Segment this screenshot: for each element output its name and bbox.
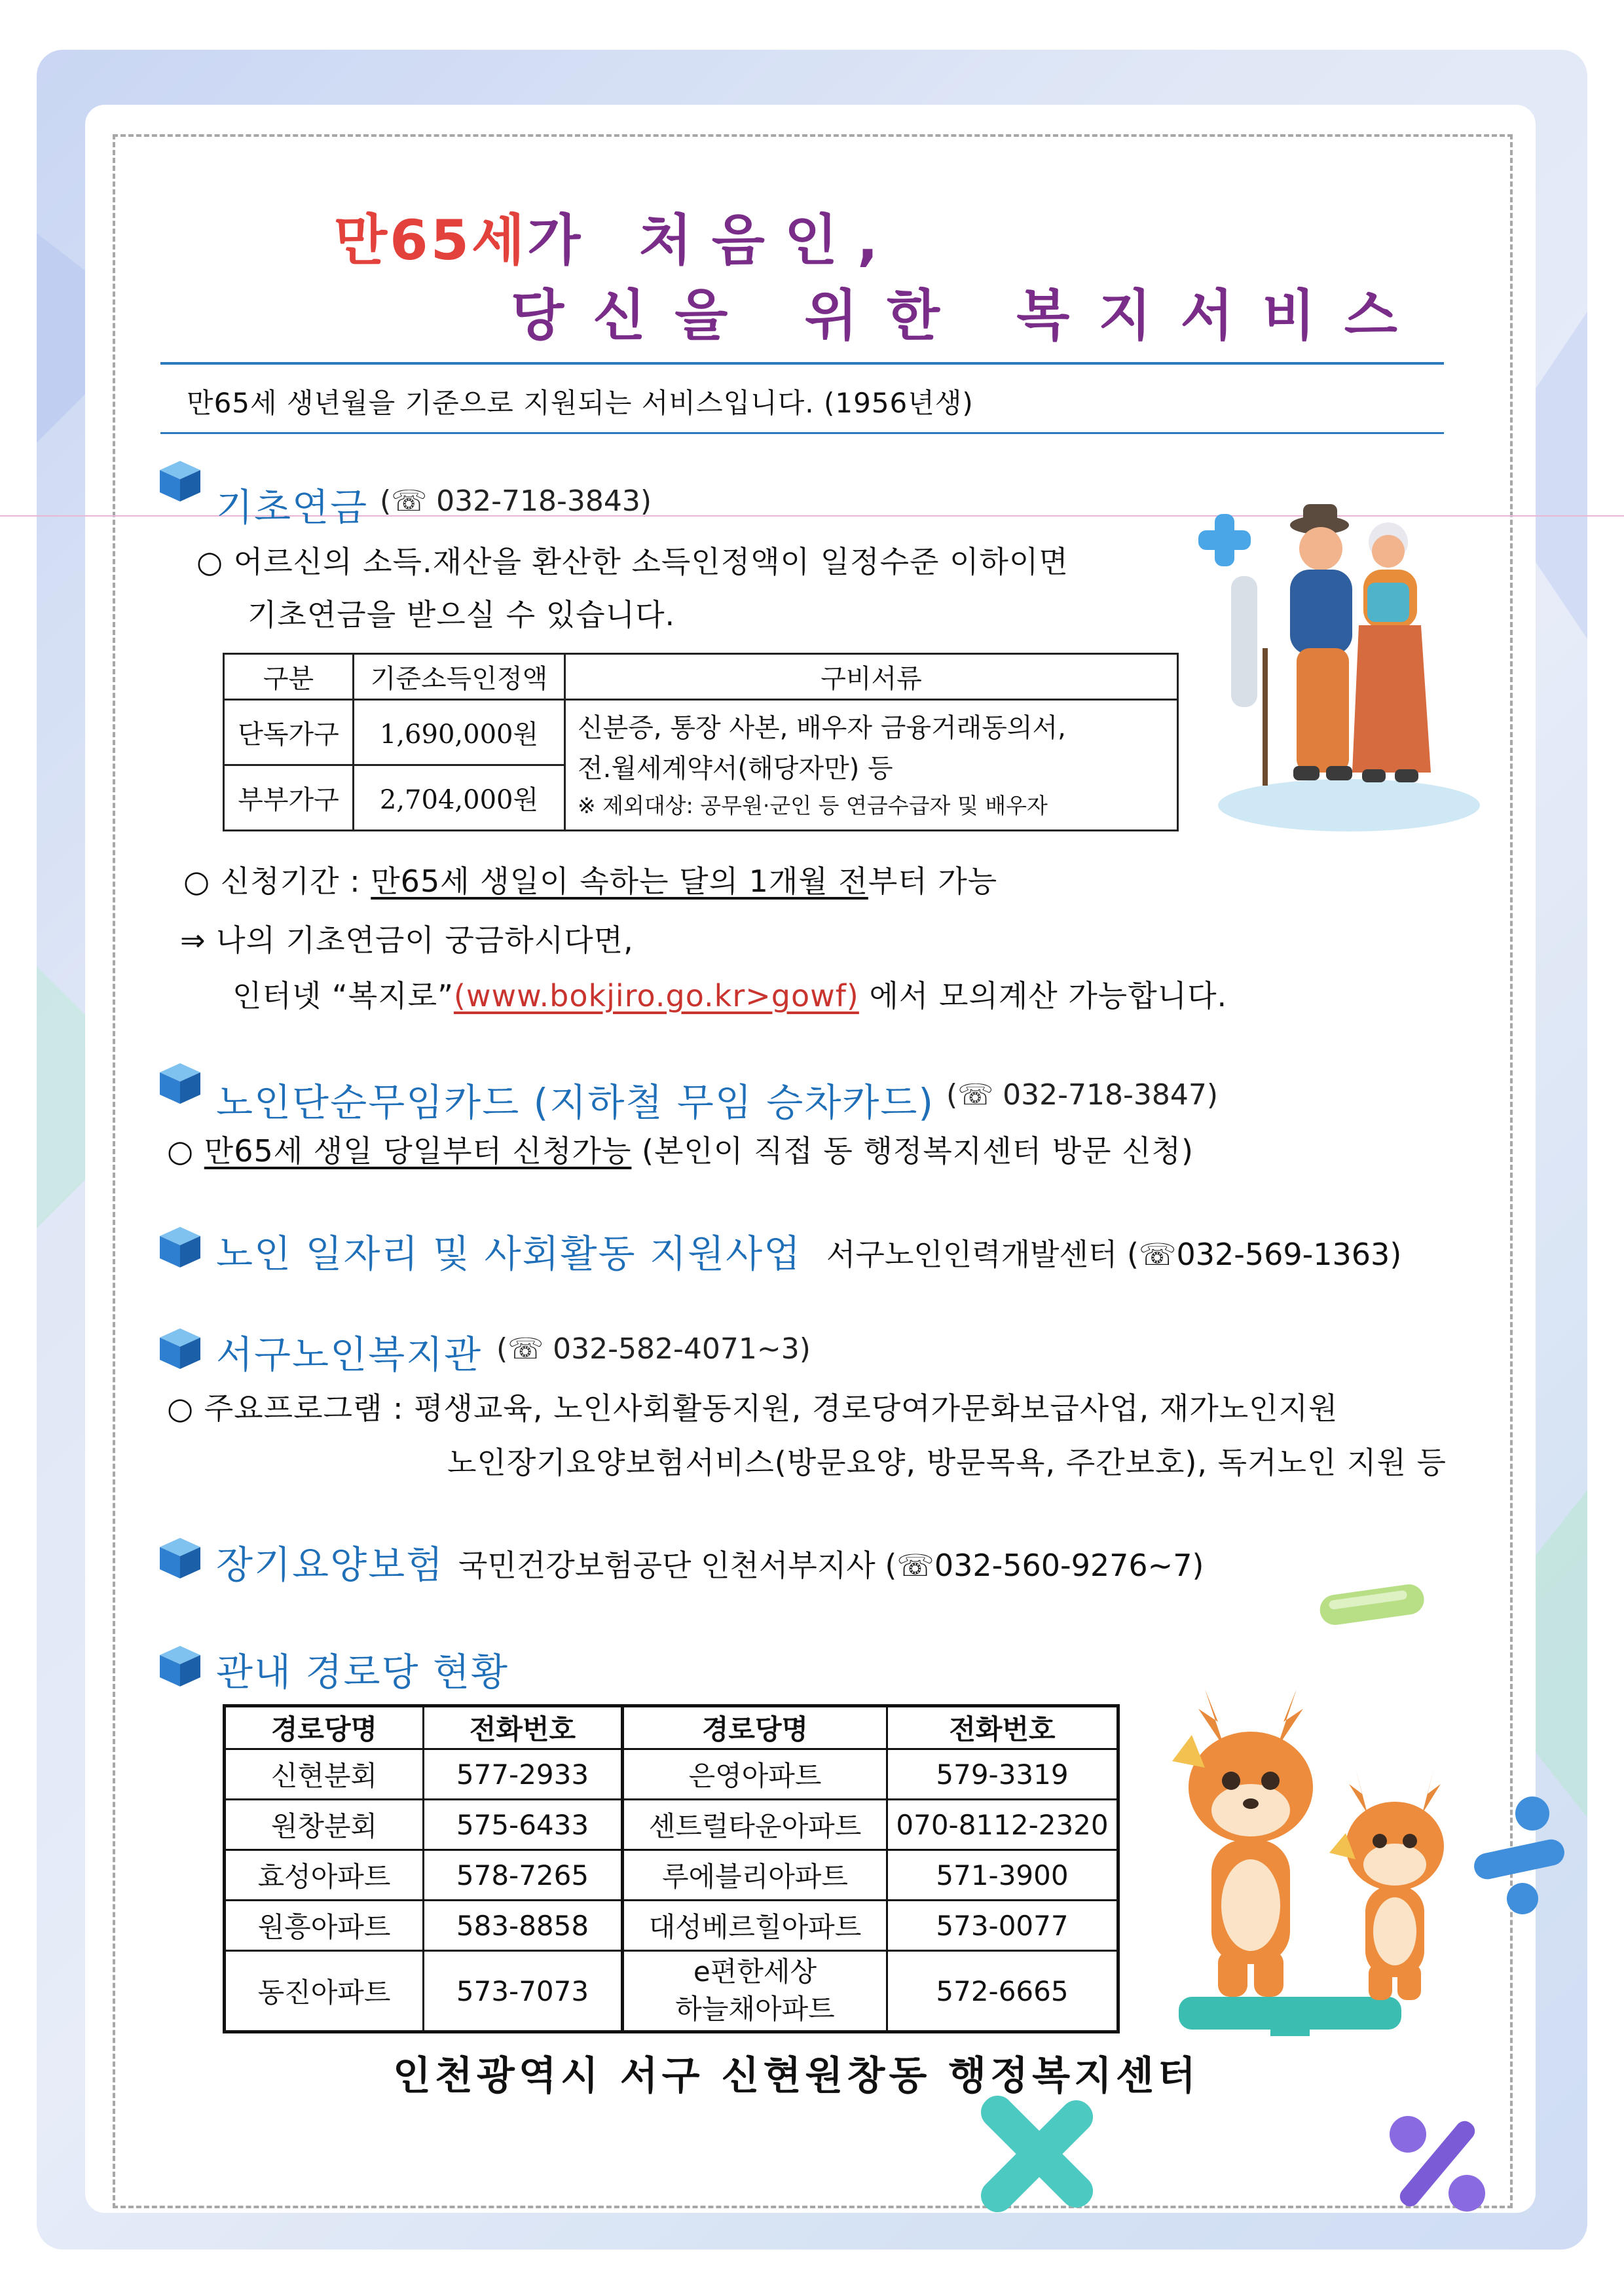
welfare-programs-2: 노인장기요양보험서비스(방문요양, 방문목욕, 주간보호), 독거노인 지원 등 (447, 1445, 1447, 1480)
section-title-jobs: 노인 일자리 및 사회활동 지원사업 (216, 1231, 802, 1276)
percent-deco-icon (1382, 2108, 1493, 2219)
basic-pension-desc-2: 기초연금을 받으실 수 있습니다. (248, 597, 676, 632)
section-title-basic-pension: 기초연금 (216, 485, 369, 530)
calc-prefix: 인터넷 “복지로” (232, 978, 454, 1013)
welfare-programs-1: ○ 주요프로그램 : 평생교육, 노인사회활동지원, 경로당여가문화보급사업, 재가노인지원 (167, 1391, 1338, 1426)
docs-note: ※ 제외대상: 공무원·군인 등 연금수급자 및 배우자 (578, 792, 1048, 818)
section-title-halls: 관내 경로당 현황 (216, 1650, 509, 1694)
income-amount: 2,704,000원 (354, 765, 565, 831)
cube-bullet-icon (157, 1535, 203, 1581)
household-type: 부부가구 (224, 765, 354, 831)
title-rest: 가 처음인, (527, 208, 898, 272)
cube-bullet-icon (157, 1224, 203, 1270)
header-cell: 전화번호 (887, 1706, 1118, 1749)
docs-line-2: 전.월세계약서(해당자만) 등 (578, 753, 893, 784)
welfare-center-phone: (☏ 032-582-4071~3) (496, 1332, 811, 1366)
cube-bullet-icon (157, 1061, 203, 1106)
title-line-2: 당신을 위한 복지서비스 (511, 283, 1426, 348)
title-highlight: 만65세 (334, 208, 528, 272)
calc-line-1: ⇒ 나의 기초연금이 궁금하시다면, (180, 922, 634, 958)
header-cell: 경로당명 (623, 1706, 887, 1749)
hall-name: 원흥아파트 (225, 1901, 424, 1951)
header-cell: 전화번호 (424, 1706, 623, 1749)
section-title-welfare-center: 서구노인복지관 (216, 1332, 483, 1377)
plus-deco-icon (1198, 514, 1251, 566)
footer-org: 인천광역시 서구 신현원창동 행정복지센터 (393, 2053, 1200, 2099)
calc-suffix: 에서 모의계산 가능합니다. (858, 978, 1228, 1013)
hall-name: 대성베르힐아파트 (623, 1901, 887, 1951)
jobs-org: 서구노인인력개발센터 (☏032-569-1363) (826, 1237, 1402, 1272)
section-title-free-card: 노인단순무임카드 (지하철 무임 승차카드) (216, 1080, 935, 1125)
desc-underlined: 만65세 생일 당일부터 신청가능 (204, 1133, 632, 1169)
cube-bullet-icon (157, 1643, 203, 1689)
table-row (225, 1951, 1118, 2032)
divider-top (160, 362, 1444, 365)
hall-phone: 572-6665 (887, 1951, 1118, 2032)
hall-phone: 573-7073 (424, 1951, 623, 2032)
period-suffix: 부터 가능 (868, 864, 998, 899)
basic-pension-phone: (☏ 032-718-3843) (380, 484, 652, 518)
divider-bottom (160, 432, 1444, 434)
hall-name-line-2: 하늘채아파트 (675, 1993, 835, 2025)
free-card-desc (167, 1127, 1194, 1171)
header-cell: 경로당명 (225, 1706, 424, 1749)
deer-mascots-illustration (1159, 1676, 1486, 2043)
period-prefix: ○ 신청기간 : (183, 864, 371, 899)
docs-line-1: 신분증, 통장 사본, 배우자 금융거래동의서, (578, 712, 1066, 743)
hall-phone: 571-3900 (887, 1850, 1118, 1901)
hall-name: 효성아파트 (225, 1850, 424, 1901)
period-underlined: 만65세 생일이 속하는 달의 1개월 전 (371, 864, 868, 899)
required-documents (565, 700, 1178, 831)
hall-name: 센트럴타운아파트 (623, 1800, 887, 1850)
hall-phone: 583-8858 (424, 1901, 623, 1951)
header-cell: 구분 (224, 654, 354, 700)
table-row (225, 1901, 1118, 1951)
senior-halls-table (223, 1704, 1120, 2033)
times-deco-icon (956, 2082, 1113, 2226)
hall-phone: 575-6433 (424, 1800, 623, 1850)
hall-phone: 577-2933 (424, 1749, 623, 1800)
table-row (225, 1800, 1118, 1850)
table-row (225, 1850, 1118, 1901)
application-period (183, 858, 997, 901)
table-row (225, 1749, 1118, 1800)
header-cell: 기준소득인정액 (354, 654, 565, 700)
bokjiro-link[interactable]: (www.bokjiro.go.kr>gowf) (453, 978, 859, 1013)
hall-name: 동진아파트 (225, 1951, 424, 2032)
header-cell: 구비서류 (565, 654, 1178, 700)
hall-name (623, 1951, 887, 2032)
hall-phone: 573-0077 (887, 1901, 1118, 1951)
cube-bullet-icon (157, 1326, 203, 1372)
desc-prefix: ○ (167, 1133, 204, 1169)
hall-phone: 579-3319 (887, 1749, 1118, 1800)
hall-name: 은영아파트 (623, 1749, 887, 1800)
hall-name-line-1: e편한세상 (693, 1956, 817, 1988)
free-card-phone: (☏ 032-718-3847) (946, 1078, 1219, 1112)
household-type: 단독가구 (224, 700, 354, 765)
income-amount: 1,690,000원 (354, 700, 565, 765)
minus-deco-icon (1316, 1578, 1428, 1630)
desc-suffix: (본인이 직접 동 행정복지센터 방문 신청) (631, 1133, 1194, 1169)
title-line-1 (334, 196, 898, 276)
section-title-ltc: 장기요양보험 (216, 1542, 445, 1587)
hall-name: 루에블리아파트 (623, 1850, 887, 1901)
hall-phone: 578-7265 (424, 1850, 623, 1901)
cube-bullet-icon (157, 458, 203, 504)
intro-text: 만65세 생년월을 기준으로 지원되는 서비스입니다. (1956년생) (187, 387, 974, 419)
ltc-org: 국민건강보험공단 인천서부지사 (☏032-560-9276~7) (458, 1548, 1204, 1583)
hall-name: 신현분회 (225, 1749, 424, 1800)
calc-line-2 (232, 972, 1227, 1015)
hall-name: 원창분회 (225, 1800, 424, 1850)
elderly-couple-illustration (1192, 498, 1480, 838)
basic-pension-desc-1: ○ 어르신의 소득.재산을 환산한 소득인정액이 일정수준 이하이면 (196, 544, 1069, 579)
pension-table (223, 653, 1179, 831)
hall-phone: 070-8112-2320 (887, 1800, 1118, 1850)
